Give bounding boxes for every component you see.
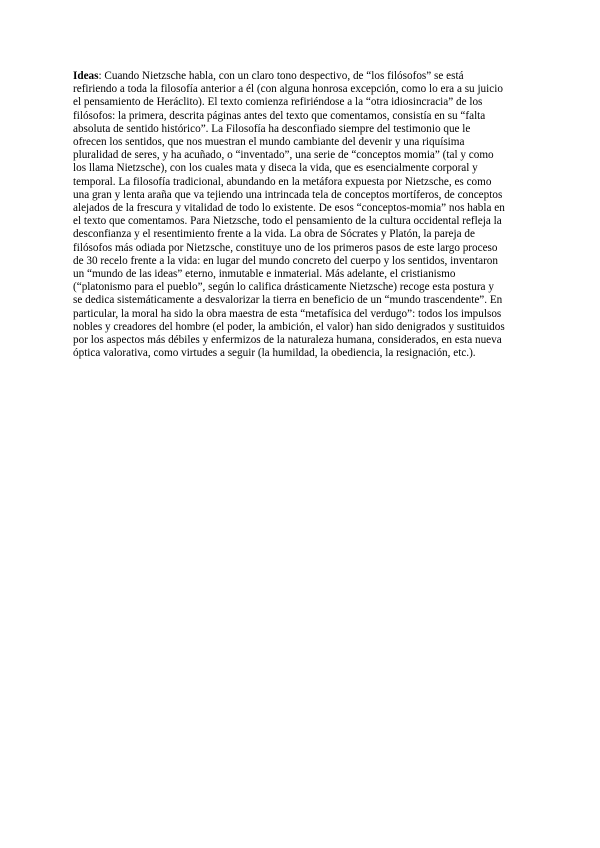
paragraph-heading: Ideas: [73, 70, 99, 82]
paragraph-body: : Cuando Nietzsche habla, con un claro tono despectivo, de “los filósofos” se está refiriendo a toda la filosofía anterior a él (con alguna honrosa excepción, como lo era a su juicio el pensamiento de Heráclito). El texto comienza refiriéndose a la “otra idiosincracia” de los filósofos: la primera, descrita páginas antes del texto que comentamos, consistía en su “falta absoluta de sentido histórico”. La Filosofía ha desconfiado siempre del testimonio que le ofrecen los sentidos, que nos muestran el mundo cambiante del devenir y una riquísima pluralidad de seres, y ha acuñado, o “inventado”, una serie de “conceptos momia” (tal y como los llama Nietzsche), con los cuales mata y diseca la vida, que es esencialmente corporal y temporal. La filosofía tradicional, abundando en la metáfora expuesta por Nietzsche, es como una gran y lenta araña que va tejiendo una intrincada tela de conceptos mortíferos, de conceptos alejados de la frescura y vitalidad de todo lo existente. De esos “conceptos-momia” nos habla en el texto que comentamos. Para Nietzsche, todo el pensamiento de la cultura occidental refleja la desconfianza y el resentimiento frente a la vida. La obra de Sócrates y Platón, la pareja de filósofos más odiada por Nietzsche, constituye uno de los primeros pasos de este largo proceso de 30 recelo frente a la vida: en lugar del mundo concreto del cuerpo y los sentidos, inventaron un “mundo de las ideas” eterno, inmutable e inmaterial. Más adelante, el cristianismo (“platonismo para el pueblo”, según lo califica drásticamente Nietzsche) recoge esta postura y se dedica sistemáticamente a desvalorizar la tierra en beneficio de un “mundo trascendente”. En particular, la moral ha sido la obra maestra de esta “metafísica del verdugo”: todos los impulsos nobles y creadores del hombre (el poder, la ambición, el valor) han sido denigrados y sustituidos por los aspectos más débiles y enfermizos de la naturaleza humana, considerados, en esta nueva óptica valorativa, como virtudes a seguir (la humildad, la obediencia, la resignación, etc.).: [73, 70, 505, 360]
paragraph: [73, 70, 505, 360]
